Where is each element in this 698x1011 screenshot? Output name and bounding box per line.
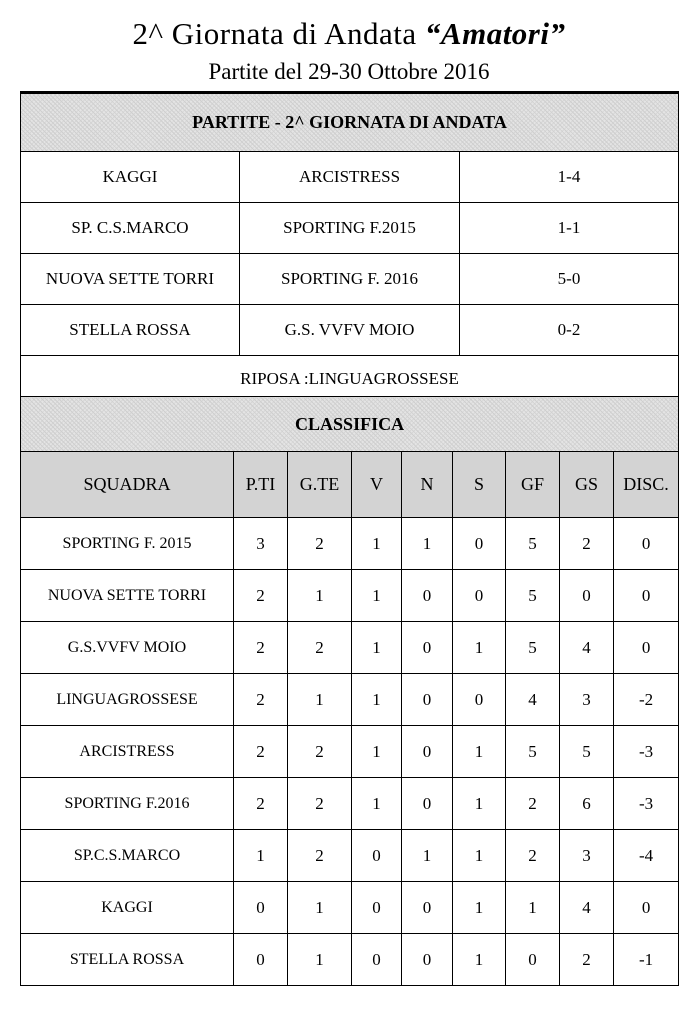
standings-cell-played: 2 bbox=[288, 726, 352, 778]
standings-cell-played: 1 bbox=[288, 570, 352, 622]
page-title bbox=[0, 12, 698, 56]
standings-cell-team: KAGGI bbox=[21, 882, 234, 934]
standings-cell-won: 0 bbox=[352, 882, 402, 934]
standings-cell-team: ARCISTRESS bbox=[21, 726, 234, 778]
standings-row bbox=[21, 778, 679, 830]
match-score: 5-0 bbox=[460, 254, 679, 305]
match-score: 1-4 bbox=[460, 152, 679, 203]
standings-cell-discipline: -3 bbox=[614, 726, 679, 778]
matches-table bbox=[20, 91, 679, 403]
standings-cell-goals-against: 4 bbox=[560, 622, 614, 674]
match-away-team: SPORTING F. 2016 bbox=[240, 254, 460, 305]
standings-cell-lost: 1 bbox=[453, 830, 506, 882]
standings-cell-drawn: 0 bbox=[402, 882, 453, 934]
standings-cell-drawn: 0 bbox=[402, 570, 453, 622]
standings-cell-lost: 1 bbox=[453, 622, 506, 674]
standings-cell-drawn: 1 bbox=[402, 518, 453, 570]
title-main: 2^ Giornata di Andata bbox=[132, 16, 425, 51]
standings-row bbox=[21, 882, 679, 934]
col-header-discipline: DISC. bbox=[614, 452, 679, 518]
col-header-drawn: N bbox=[402, 452, 453, 518]
standings-cell-points: 2 bbox=[234, 570, 288, 622]
standings-cell-team: STELLA ROSSA bbox=[21, 934, 234, 986]
standings-cell-points: 2 bbox=[234, 674, 288, 726]
standings-cell-goals-for: 2 bbox=[506, 778, 560, 830]
match-row bbox=[21, 203, 679, 254]
standings-cell-discipline: -4 bbox=[614, 830, 679, 882]
match-row bbox=[21, 254, 679, 305]
standings-cell-drawn: 1 bbox=[402, 830, 453, 882]
standings-cell-goals-against: 4 bbox=[560, 882, 614, 934]
standings-cell-points: 2 bbox=[234, 622, 288, 674]
standings-cell-team: SP.C.S.MARCO bbox=[21, 830, 234, 882]
standings-cell-goals-against: 5 bbox=[560, 726, 614, 778]
standings-header-row bbox=[21, 452, 679, 518]
match-home-team: SP. C.S.MARCO bbox=[21, 203, 240, 254]
standings-cell-points: 1 bbox=[234, 830, 288, 882]
standings-cell-drawn: 0 bbox=[402, 674, 453, 726]
standings-cell-team: SPORTING F. 2015 bbox=[21, 518, 234, 570]
standings-heading-row bbox=[21, 397, 679, 452]
standings-cell-discipline: -3 bbox=[614, 778, 679, 830]
match-away-team: ARCISTRESS bbox=[240, 152, 460, 203]
standings-cell-played: 1 bbox=[288, 882, 352, 934]
standings-body bbox=[21, 518, 679, 986]
standings-cell-played: 1 bbox=[288, 934, 352, 986]
title-emphasis: “Amatori” bbox=[424, 16, 566, 51]
standings-cell-lost: 1 bbox=[453, 934, 506, 986]
standings-cell-won: 0 bbox=[352, 934, 402, 986]
match-score: 1-1 bbox=[460, 203, 679, 254]
col-header-goals-for: GF bbox=[506, 452, 560, 518]
standings-cell-team: G.S.VVFV MOIO bbox=[21, 622, 234, 674]
matches-heading: PARTITE - 2^ GIORNATA DI ANDATA bbox=[21, 93, 679, 152]
standings-cell-lost: 0 bbox=[453, 570, 506, 622]
standings-row bbox=[21, 622, 679, 674]
resting-team: RIPOSA :LINGUAGROSSESE bbox=[21, 356, 679, 403]
standings-cell-goals-for: 5 bbox=[506, 726, 560, 778]
standings-cell-won: 1 bbox=[352, 518, 402, 570]
standings-cell-goals-against: 0 bbox=[560, 570, 614, 622]
standings-cell-lost: 1 bbox=[453, 726, 506, 778]
standings-cell-discipline: -2 bbox=[614, 674, 679, 726]
col-header-won: V bbox=[352, 452, 402, 518]
match-home-team: KAGGI bbox=[21, 152, 240, 203]
standings-cell-played: 1 bbox=[288, 674, 352, 726]
standings-cell-points: 2 bbox=[234, 726, 288, 778]
standings-cell-won: 0 bbox=[352, 830, 402, 882]
match-home-team: NUOVA SETTE TORRI bbox=[21, 254, 240, 305]
standings-cell-goals-for: 1 bbox=[506, 882, 560, 934]
standings-cell-lost: 0 bbox=[453, 518, 506, 570]
standings-cell-goals-against: 3 bbox=[560, 674, 614, 726]
standings-cell-goals-for: 5 bbox=[506, 622, 560, 674]
standings-cell-won: 1 bbox=[352, 726, 402, 778]
standings-cell-goals-for: 4 bbox=[506, 674, 560, 726]
standings-cell-team: NUOVA SETTE TORRI bbox=[21, 570, 234, 622]
col-header-lost: S bbox=[453, 452, 506, 518]
standings-row bbox=[21, 674, 679, 726]
standings-cell-goals-against: 3 bbox=[560, 830, 614, 882]
match-score: 0-2 bbox=[460, 305, 679, 356]
standings-cell-discipline: 0 bbox=[614, 882, 679, 934]
standings-cell-won: 1 bbox=[352, 674, 402, 726]
col-header-played: G.TE bbox=[288, 452, 352, 518]
standings-cell-won: 1 bbox=[352, 570, 402, 622]
standings-row bbox=[21, 518, 679, 570]
standings-cell-points: 2 bbox=[234, 778, 288, 830]
standings-cell-lost: 1 bbox=[453, 778, 506, 830]
standings-cell-goals-for: 2 bbox=[506, 830, 560, 882]
match-row bbox=[21, 305, 679, 356]
col-header-points: P.TI bbox=[234, 452, 288, 518]
standings-cell-drawn: 0 bbox=[402, 726, 453, 778]
match-row bbox=[21, 152, 679, 203]
standings-row bbox=[21, 934, 679, 986]
standings-heading: CLASSIFICA bbox=[21, 397, 679, 452]
standings-cell-team: SPORTING F.2016 bbox=[21, 778, 234, 830]
standings-cell-drawn: 0 bbox=[402, 622, 453, 674]
matches-heading-row bbox=[21, 93, 679, 152]
standings-cell-goals-for: 5 bbox=[506, 570, 560, 622]
standings-cell-played: 2 bbox=[288, 830, 352, 882]
standings-cell-discipline: -1 bbox=[614, 934, 679, 986]
standings-cell-goals-against: 2 bbox=[560, 934, 614, 986]
standings-cell-won: 1 bbox=[352, 622, 402, 674]
standings-cell-played: 2 bbox=[288, 518, 352, 570]
standings-cell-discipline: 0 bbox=[614, 570, 679, 622]
standings-cell-goals-for: 0 bbox=[506, 934, 560, 986]
standings-cell-goals-against: 6 bbox=[560, 778, 614, 830]
standings-cell-discipline: 0 bbox=[614, 622, 679, 674]
standings-cell-goals-for: 5 bbox=[506, 518, 560, 570]
standings-cell-points: 3 bbox=[234, 518, 288, 570]
standings-row bbox=[21, 726, 679, 778]
standings-row bbox=[21, 570, 679, 622]
standings-cell-drawn: 0 bbox=[402, 934, 453, 986]
standings-cell-points: 0 bbox=[234, 934, 288, 986]
match-away-team: SPORTING F.2015 bbox=[240, 203, 460, 254]
standings-cell-played: 2 bbox=[288, 778, 352, 830]
standings-table bbox=[20, 396, 679, 986]
page-subtitle: Partite del 29-30 Ottobre 2016 bbox=[208, 59, 490, 84]
standings-cell-played: 2 bbox=[288, 622, 352, 674]
standings-cell-lost: 0 bbox=[453, 674, 506, 726]
match-away-team: G.S. VVFV MOIO bbox=[240, 305, 460, 356]
col-header-goals-against: GS bbox=[560, 452, 614, 518]
standings-cell-discipline: 0 bbox=[614, 518, 679, 570]
standings-cell-goals-against: 2 bbox=[560, 518, 614, 570]
standings-cell-drawn: 0 bbox=[402, 778, 453, 830]
standings-row bbox=[21, 830, 679, 882]
match-home-team: STELLA ROSSA bbox=[21, 305, 240, 356]
standings-cell-won: 1 bbox=[352, 778, 402, 830]
standings-cell-points: 0 bbox=[234, 882, 288, 934]
standings-cell-team: LINGUAGROSSESE bbox=[21, 674, 234, 726]
col-header-team: SQUADRA bbox=[21, 452, 234, 518]
standings-cell-lost: 1 bbox=[453, 882, 506, 934]
